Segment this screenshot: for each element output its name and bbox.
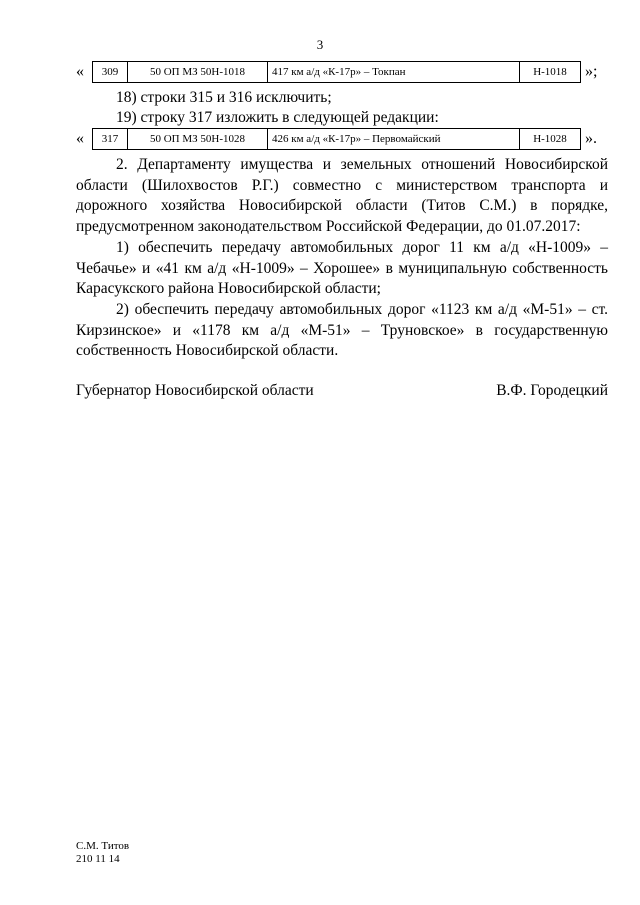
footer-phone: 210 11 14: [76, 853, 120, 865]
road-id-cell: 50 ОП МЗ 50Н-1018: [128, 62, 268, 83]
paragraph-2-1: 1) обеспечить передачу автомобильных дорог 11 км а/д «Н-1009» – Чебачье» и «41 км а/д «Н-1009» – Хорошее» в муниципальную собственность Карасукского района Новосибирской области;: [76, 239, 608, 298]
road-table: [92, 61, 581, 83]
paragraph-2-2: 2) обеспечить передачу автомобильных дорог «1123 км а/д «М-51» – ст. Кирзинское» и «1178 км а/д «М-51» – Труновское» в государственную собственность Новосибирской области.: [76, 301, 608, 360]
road-number-cell: Н-1028: [520, 129, 581, 150]
table-row-309: [76, 61, 597, 83]
quote-open: «: [76, 130, 84, 147]
road-id-cell: 50 ОП МЗ 50Н-1028: [128, 129, 268, 150]
item-19: 19) строку 317 изложить в следующей редакции:: [116, 109, 439, 126]
quote-close: ».: [585, 130, 597, 147]
row-number-cell: 317: [93, 129, 128, 150]
item-18: 18) строки 315 и 316 исключить;: [116, 89, 332, 106]
footer-author: С.М. Титов: [76, 840, 130, 852]
quote-close: »;: [585, 63, 598, 80]
quote-open: «: [76, 63, 84, 80]
signature-name: В.Ф. Городецкий: [496, 382, 608, 399]
road-table: [92, 128, 581, 150]
road-name-cell: 417 км а/д «К-17р» – Токпан: [268, 62, 520, 83]
table-row-317: [76, 128, 597, 150]
road-number-cell: Н-1018: [520, 62, 581, 83]
road-name-cell: 426 км а/д «К-17р» – Первомайский: [268, 129, 520, 150]
page-number: 3: [316, 37, 324, 52]
paragraph-2: 2. Департаменту имущества и земельных отношений Новосибирской области (Шилохвостов Р.Г.) совместно с министерством транспорта и дорожного хозяйства Новосибирской области (Титов С.М.) в порядке, предусмотренном законодательством Российской Федерации, до 01.07.2017:: [76, 156, 608, 236]
row-number-cell: 309: [93, 62, 128, 83]
signature-position: Губернатор Новосибирской области: [76, 382, 314, 399]
